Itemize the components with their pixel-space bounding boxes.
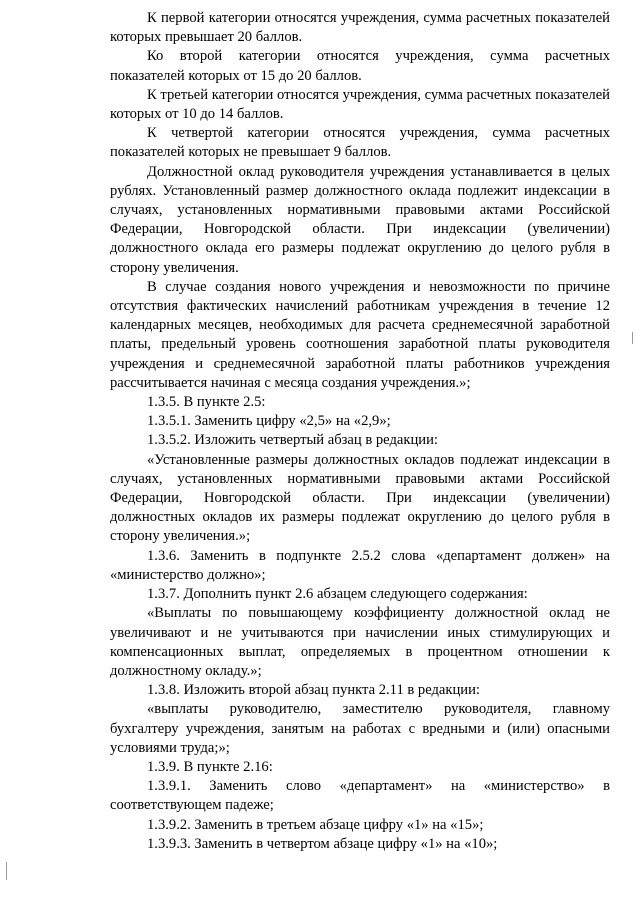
quoted-coefficient-paragraph: «Выплаты по повышающему коэффициенту должностной оклад не увеличивают и не учитываются при начислении иных стимулирующих и компенсационных выплат, определяемых в процентном отношении к должностному окладу.»; [110,605,610,679]
paragraph-official-salary: Должностной оклад руководителя учреждения устанавливается в целых рублях. Установленный размер должностного оклада подлежит индексации в случаях, установленных нормативными правовыми актами Российской Федерации, Новгородской области. При индексации (увеличении) должностного оклада его размеры подлежат округлению до целого рубля в сторону увеличения. [110,163,610,276]
quoted-indexation-paragraph: «Установленные размеры должностных окладов подлежат индексации в случаях, установленных нормативными правовыми актами Российской Федерации, Новгородской области. При индексации (увеличении) должностных окладов их размеры подлежат округлению до целого рубля в сторону увеличения.»; [110,451,610,545]
clause-1-3-9: 1.3.9. В пункте 2.16: [147,758,273,775]
paragraph-category-2: Ко второй категории относятся учреждения, сумма расчетных показателей которых от 15 до 20 баллов. [110,48,610,84]
clause-1-3-8: 1.3.8. Изложить второй абзац пункта 2.11 в редакции: [147,682,480,699]
paragraph-category-3: К третьей категории относятся учреждения, сумма расчетных показателей которых от 10 до 14 баллов. [110,86,610,123]
scan-artifact-right [632,332,633,344]
clause-1-3-9-2: 1.3.9.2. Заменить в третьем абзаце цифру «1» на «15»; [147,816,484,833]
clause-1-3-5: 1.3.5. В пункте 2.5: [147,394,266,411]
document-body [110,9,610,854]
clause-1-3-9-1: 1.3.9.1. Заменить слово «департамент» на «министерство» в соответствующем падеже; [110,778,610,814]
scan-artifact-left [6,862,7,880]
clause-1-3-9-3: 1.3.9.3. Заменить в четвертом абзаце цифру «1» на «10»; [147,835,498,852]
clause-1-3-7: 1.3.7. Дополнить пункт 2.6 абзацем следующего содержания: [147,586,528,603]
clause-1-3-5-1: 1.3.5.1. Заменить цифру «2,5» на «2,9»; [147,413,391,430]
clause-1-3-6: 1.3.6. Заменить в подпункте 2.5.2 слова «департамент должен» на «министерство должно»; [110,547,610,583]
clause-1-3-5-2: 1.3.5.2. Изложить четвертый абзац в редакции: [147,432,438,449]
quoted-payments-paragraph: «выплаты руководителю, заместителю руководителя, главному бухгалтеру учреждения, занятым на работах с вредными и (или) опасными условиями труда;»; [110,701,610,756]
paragraph-category-4: К четвертой категории относятся учреждения, сумма расчетных показателей которых не превышает 9 баллов. [110,125,610,161]
paragraph-new-institution: В случае создания нового учреждения и невозможности по причине отсутствия фактических начислений работникам учреждения в течение 12 календарных месяцев, необходимых для расчета среднемесячной заработной платы, предельный уровень соотношения заработной платы руководителя учреждения и среднемесячной заработной платы работников учреждения рассчитывается начиная с месяца создания учреждения.»; [110,278,610,391]
paragraph-category-1: К первой категории относятся учреждения, сумма расчетных показателей которых превышает 20 баллов. [110,10,610,46]
